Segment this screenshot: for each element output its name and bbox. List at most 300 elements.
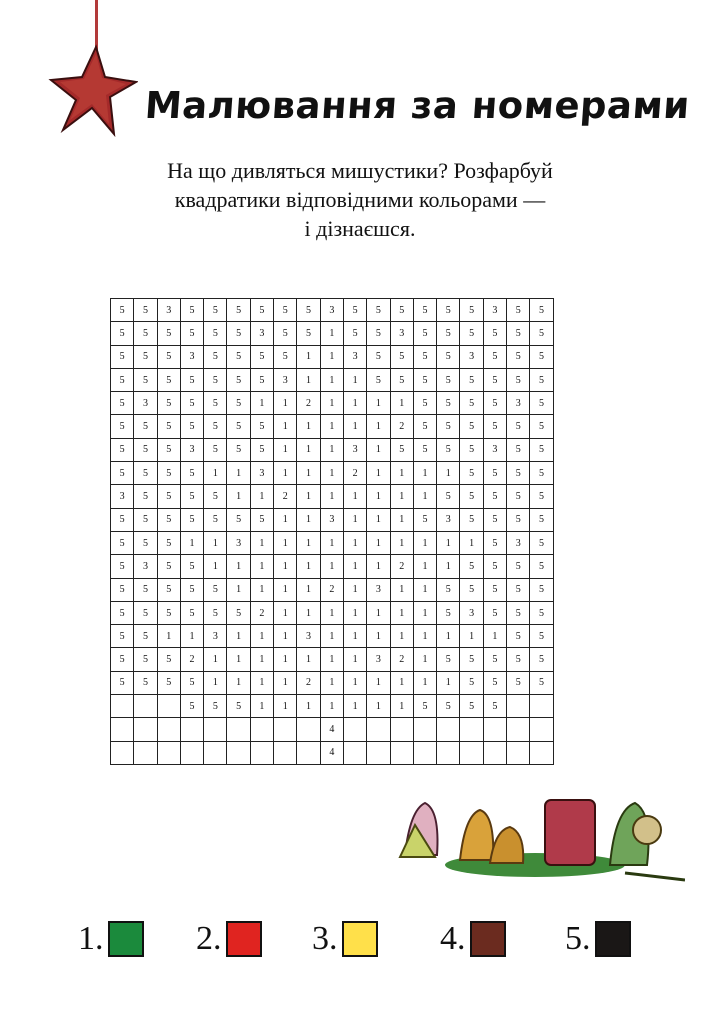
grid-cell: 5 bbox=[507, 508, 530, 531]
grid-cell: 5 bbox=[297, 299, 320, 322]
grid-cell: 5 bbox=[413, 345, 436, 368]
grid-cell: 5 bbox=[227, 392, 250, 415]
grid-cell: 1 bbox=[413, 648, 436, 671]
grid-cell: 4 bbox=[320, 741, 343, 764]
legend-item bbox=[565, 920, 631, 958]
grid-cell: 5 bbox=[460, 648, 483, 671]
grid-cell: 1 bbox=[227, 648, 250, 671]
grid-cell: 5 bbox=[483, 368, 506, 391]
grid-cell: 1 bbox=[390, 578, 413, 601]
grid-cell bbox=[297, 741, 320, 764]
grid-cell: 1 bbox=[367, 485, 390, 508]
grid-cell: 5 bbox=[507, 485, 530, 508]
grid-cell: 1 bbox=[413, 578, 436, 601]
grid-cell: 5 bbox=[460, 438, 483, 461]
grid-cell: 1 bbox=[390, 625, 413, 648]
grid-cell: 5 bbox=[204, 508, 227, 531]
grid-row bbox=[111, 625, 554, 648]
grid-cell: 5 bbox=[134, 671, 157, 694]
legend-item bbox=[196, 920, 262, 958]
grid-cell bbox=[134, 695, 157, 718]
grid-cell: 5 bbox=[134, 601, 157, 624]
grid-row bbox=[111, 415, 554, 438]
grid-cell: 1 bbox=[343, 555, 366, 578]
grid-cell: 1 bbox=[343, 578, 366, 601]
grid-cell: 5 bbox=[111, 392, 134, 415]
grid-cell: 5 bbox=[483, 531, 506, 554]
grid-row bbox=[111, 531, 554, 554]
grid-cell: 1 bbox=[343, 648, 366, 671]
grid-cell: 5 bbox=[157, 578, 180, 601]
grid-cell bbox=[204, 741, 227, 764]
grid-cell: 1 bbox=[320, 625, 343, 648]
grid-cell: 1 bbox=[274, 555, 297, 578]
grid-cell: 5 bbox=[157, 671, 180, 694]
grid-cell: 1 bbox=[367, 462, 390, 485]
grid-cell: 5 bbox=[460, 322, 483, 345]
grid-cell: 5 bbox=[437, 695, 460, 718]
grid-cell: 5 bbox=[250, 438, 273, 461]
grid-cell: 3 bbox=[111, 485, 134, 508]
grid-cell: 1 bbox=[320, 695, 343, 718]
grid-cell: 1 bbox=[297, 695, 320, 718]
grid-cell: 5 bbox=[274, 322, 297, 345]
grid-cell: 5 bbox=[157, 345, 180, 368]
grid-row bbox=[111, 322, 554, 345]
grid-cell: 5 bbox=[460, 671, 483, 694]
grid-cell bbox=[413, 718, 436, 741]
grid-cell: 5 bbox=[180, 508, 203, 531]
grid-cell: 1 bbox=[390, 695, 413, 718]
grid-cell: 1 bbox=[343, 508, 366, 531]
grid-cell: 5 bbox=[227, 322, 250, 345]
grid-cell: 1 bbox=[297, 368, 320, 391]
grid-cell: 5 bbox=[157, 601, 180, 624]
grid-cell: 5 bbox=[274, 345, 297, 368]
grid-cell: 1 bbox=[227, 485, 250, 508]
grid-cell: 3 bbox=[180, 345, 203, 368]
grid-row bbox=[111, 299, 554, 322]
grid-cell: 5 bbox=[204, 601, 227, 624]
grid-cell: 5 bbox=[530, 508, 553, 531]
grid-cell: 5 bbox=[483, 508, 506, 531]
grid-cell: 5 bbox=[437, 299, 460, 322]
grid-cell: 1 bbox=[297, 508, 320, 531]
grid-cell: 5 bbox=[111, 555, 134, 578]
grid-cell: 1 bbox=[367, 695, 390, 718]
grid-cell: 1 bbox=[390, 462, 413, 485]
grid-cell: 5 bbox=[483, 345, 506, 368]
grid-cell: 5 bbox=[507, 368, 530, 391]
grid-cell: 1 bbox=[367, 531, 390, 554]
grid-cell: 5 bbox=[390, 368, 413, 391]
grid-cell bbox=[157, 741, 180, 764]
grid-cell bbox=[157, 718, 180, 741]
grid-cell: 5 bbox=[180, 368, 203, 391]
grid-cell: 5 bbox=[437, 438, 460, 461]
grid-cell: 5 bbox=[530, 578, 553, 601]
grid-cell: 5 bbox=[483, 555, 506, 578]
grid-cell: 3 bbox=[483, 438, 506, 461]
grid-cell: 5 bbox=[227, 345, 250, 368]
grid-cell: 5 bbox=[227, 601, 250, 624]
grid-cell: 5 bbox=[111, 462, 134, 485]
grid-cell: 5 bbox=[413, 695, 436, 718]
grid-cell: 5 bbox=[483, 601, 506, 624]
grid-cell: 1 bbox=[437, 671, 460, 694]
paint-by-number-grid bbox=[110, 298, 554, 765]
grid-cell: 2 bbox=[390, 415, 413, 438]
grid-row bbox=[111, 462, 554, 485]
grid-cell: 1 bbox=[227, 555, 250, 578]
grid-cell: 1 bbox=[297, 578, 320, 601]
grid-cell: 1 bbox=[390, 508, 413, 531]
grid-cell: 1 bbox=[250, 392, 273, 415]
grid-cell: 5 bbox=[227, 299, 250, 322]
grid-cell: 5 bbox=[227, 368, 250, 391]
grid-cell: 5 bbox=[460, 299, 483, 322]
grid-cell: 1 bbox=[367, 415, 390, 438]
grid-cell: 1 bbox=[390, 485, 413, 508]
grid-cell: 5 bbox=[134, 322, 157, 345]
grid-cell: 5 bbox=[134, 438, 157, 461]
grid-row bbox=[111, 485, 554, 508]
grid-cell: 5 bbox=[507, 415, 530, 438]
grid-cell bbox=[157, 695, 180, 718]
grid-cell: 5 bbox=[204, 345, 227, 368]
grid-cell: 5 bbox=[507, 462, 530, 485]
grid-cell: 1 bbox=[343, 392, 366, 415]
grid-cell: 5 bbox=[180, 415, 203, 438]
grid-cell: 5 bbox=[134, 648, 157, 671]
grid-cell: 5 bbox=[413, 415, 436, 438]
grid-cell: 3 bbox=[274, 368, 297, 391]
grid-cell: 1 bbox=[274, 392, 297, 415]
legend-number: 4. bbox=[440, 920, 466, 957]
grid-cell bbox=[437, 718, 460, 741]
grid-cell bbox=[134, 741, 157, 764]
grid-cell: 5 bbox=[460, 508, 483, 531]
grid-cell bbox=[507, 718, 530, 741]
mice-illustration bbox=[385, 785, 685, 895]
grid-cell: 1 bbox=[320, 415, 343, 438]
grid-cell: 5 bbox=[134, 462, 157, 485]
grid-cell bbox=[134, 718, 157, 741]
grid-cell: 5 bbox=[530, 625, 553, 648]
grid-cell: 5 bbox=[227, 508, 250, 531]
grid-cell: 1 bbox=[367, 671, 390, 694]
grid-cell: 5 bbox=[180, 555, 203, 578]
grid-cell: 5 bbox=[507, 345, 530, 368]
grid-cell: 1 bbox=[274, 462, 297, 485]
grid-cell: 5 bbox=[157, 555, 180, 578]
grid-cell: 5 bbox=[180, 485, 203, 508]
grid-cell: 1 bbox=[390, 671, 413, 694]
grid-cell: 5 bbox=[437, 415, 460, 438]
grid-cell: 5 bbox=[413, 392, 436, 415]
grid-cell: 5 bbox=[460, 555, 483, 578]
grid-cell: 5 bbox=[111, 415, 134, 438]
grid-cell: 1 bbox=[227, 625, 250, 648]
legend-number: 5. bbox=[565, 920, 591, 957]
grid-cell: 1 bbox=[250, 555, 273, 578]
grid-cell: 5 bbox=[250, 299, 273, 322]
grid-cell: 2 bbox=[320, 578, 343, 601]
grid-cell: 1 bbox=[297, 601, 320, 624]
grid-cell bbox=[180, 741, 203, 764]
legend-number: 3. bbox=[312, 920, 338, 957]
grid-cell: 5 bbox=[157, 531, 180, 554]
grid-cell: 5 bbox=[111, 368, 134, 391]
grid-cell bbox=[483, 741, 506, 764]
grid-cell: 3 bbox=[227, 531, 250, 554]
grid-cell: 1 bbox=[320, 531, 343, 554]
grid-cell: 5 bbox=[507, 601, 530, 624]
legend-item bbox=[312, 920, 378, 958]
grid-cell bbox=[180, 718, 203, 741]
color-legend bbox=[0, 920, 716, 965]
grid-cell: 5 bbox=[530, 438, 553, 461]
grid-cell: 5 bbox=[530, 392, 553, 415]
grid-cell: 5 bbox=[507, 322, 530, 345]
grid-cell: 1 bbox=[437, 625, 460, 648]
grid-cell bbox=[483, 718, 506, 741]
grid-cell: 1 bbox=[274, 578, 297, 601]
grid-cell: 1 bbox=[390, 531, 413, 554]
grid-cell: 5 bbox=[483, 648, 506, 671]
color-swatch-yellow bbox=[342, 921, 378, 957]
instructions bbox=[110, 156, 610, 243]
grid-cell: 5 bbox=[227, 415, 250, 438]
grid-cell: 1 bbox=[413, 555, 436, 578]
grid-cell: 5 bbox=[437, 601, 460, 624]
grid-cell bbox=[343, 741, 366, 764]
grid-cell: 5 bbox=[483, 322, 506, 345]
legend-number: 1. bbox=[78, 920, 104, 957]
grid-cell bbox=[507, 695, 530, 718]
grid-cell: 5 bbox=[157, 485, 180, 508]
grid-cell: 1 bbox=[367, 392, 390, 415]
grid-cell: 1 bbox=[204, 555, 227, 578]
grid-cell: 2 bbox=[297, 671, 320, 694]
grid-cell: 5 bbox=[413, 508, 436, 531]
grid-cell: 5 bbox=[343, 322, 366, 345]
grid-cell: 1 bbox=[437, 462, 460, 485]
grid-cell: 1 bbox=[274, 695, 297, 718]
grid-cell: 5 bbox=[367, 322, 390, 345]
grid-cell: 1 bbox=[297, 531, 320, 554]
grid-cell: 1 bbox=[250, 578, 273, 601]
grid-cell: 5 bbox=[413, 438, 436, 461]
grid-cell: 5 bbox=[134, 368, 157, 391]
grid-cell: 5 bbox=[180, 601, 203, 624]
grid-cell: 1 bbox=[204, 671, 227, 694]
grid-cell: 1 bbox=[343, 531, 366, 554]
grid-cell: 1 bbox=[250, 648, 273, 671]
grid-cell: 1 bbox=[390, 392, 413, 415]
grid-cell: 3 bbox=[250, 462, 273, 485]
grid-row bbox=[111, 648, 554, 671]
grid-cell: 5 bbox=[460, 368, 483, 391]
grid-cell bbox=[390, 741, 413, 764]
grid-cell bbox=[274, 718, 297, 741]
grid-cell: 5 bbox=[507, 555, 530, 578]
grid-cell: 1 bbox=[157, 625, 180, 648]
grid-cell: 1 bbox=[204, 462, 227, 485]
grid-cell: 3 bbox=[343, 345, 366, 368]
grid-cell: 5 bbox=[134, 531, 157, 554]
grid-cell: 5 bbox=[437, 648, 460, 671]
grid-cell: 1 bbox=[180, 625, 203, 648]
grid-cell: 1 bbox=[274, 531, 297, 554]
grid-cell: 5 bbox=[530, 415, 553, 438]
grid-cell: 5 bbox=[507, 299, 530, 322]
grid-cell bbox=[343, 718, 366, 741]
grid-cell: 1 bbox=[413, 462, 436, 485]
grid-cell: 1 bbox=[297, 462, 320, 485]
grid-cell: 5 bbox=[460, 462, 483, 485]
grid-cell: 5 bbox=[530, 345, 553, 368]
grid-cell bbox=[460, 718, 483, 741]
grid-cell: 5 bbox=[507, 671, 530, 694]
grid-cell: 1 bbox=[390, 601, 413, 624]
grid-cell: 1 bbox=[367, 555, 390, 578]
grid-cell: 5 bbox=[367, 345, 390, 368]
grid-cell: 5 bbox=[530, 531, 553, 554]
grid-cell: 3 bbox=[320, 299, 343, 322]
grid-cell: 1 bbox=[274, 648, 297, 671]
grid-cell: 1 bbox=[320, 322, 343, 345]
grid-cell: 5 bbox=[157, 368, 180, 391]
grid-cell: 1 bbox=[320, 345, 343, 368]
grid-cell: 1 bbox=[297, 485, 320, 508]
grid-cell bbox=[274, 741, 297, 764]
grid-cell: 5 bbox=[483, 392, 506, 415]
grid-cell: 5 bbox=[250, 368, 273, 391]
grid-cell: 5 bbox=[157, 438, 180, 461]
grid-cell: 1 bbox=[274, 508, 297, 531]
grid-cell bbox=[250, 741, 273, 764]
grid-cell bbox=[530, 718, 553, 741]
grid-cell: 5 bbox=[111, 578, 134, 601]
grid-cell: 5 bbox=[297, 322, 320, 345]
grid-cell: 1 bbox=[250, 625, 273, 648]
color-swatch-black bbox=[595, 921, 631, 957]
grid-cell bbox=[530, 695, 553, 718]
grid-cell: 1 bbox=[483, 625, 506, 648]
grid-cell: 1 bbox=[274, 601, 297, 624]
grid-cell: 1 bbox=[250, 485, 273, 508]
grid-cell: 5 bbox=[204, 485, 227, 508]
grid-cell: 1 bbox=[274, 415, 297, 438]
grid-cell: 1 bbox=[320, 601, 343, 624]
grid-cell: 2 bbox=[250, 601, 273, 624]
grid-cell: 3 bbox=[134, 555, 157, 578]
grid-cell: 5 bbox=[437, 368, 460, 391]
grid-cell: 3 bbox=[390, 322, 413, 345]
grid-cell: 5 bbox=[227, 695, 250, 718]
grid-cell: 5 bbox=[530, 322, 553, 345]
grid-cell: 4 bbox=[320, 718, 343, 741]
grid-cell: 3 bbox=[507, 392, 530, 415]
grid-cell: 5 bbox=[507, 438, 530, 461]
grid-cell bbox=[367, 741, 390, 764]
grid-cell: 1 bbox=[320, 648, 343, 671]
grid-cell: 3 bbox=[180, 438, 203, 461]
grid-cell: 5 bbox=[204, 322, 227, 345]
legend-number: 2. bbox=[196, 920, 222, 957]
grid-cell: 5 bbox=[134, 415, 157, 438]
grid-cell bbox=[204, 718, 227, 741]
grid-cell: 1 bbox=[297, 345, 320, 368]
grid-row bbox=[111, 718, 554, 741]
grid-cell: 5 bbox=[157, 322, 180, 345]
grid-cell: 3 bbox=[134, 392, 157, 415]
grid-cell: 5 bbox=[483, 415, 506, 438]
color-swatch-brown bbox=[470, 921, 506, 957]
grid-cell: 1 bbox=[274, 625, 297, 648]
grid-cell: 5 bbox=[204, 438, 227, 461]
grid-cell: 1 bbox=[413, 531, 436, 554]
grid-cell: 1 bbox=[297, 555, 320, 578]
grid-cell: 1 bbox=[320, 462, 343, 485]
grid-cell: 5 bbox=[413, 299, 436, 322]
grid-cell: 5 bbox=[250, 415, 273, 438]
grid-cell: 5 bbox=[460, 392, 483, 415]
grid-cell: 1 bbox=[180, 531, 203, 554]
grid-cell: 3 bbox=[157, 299, 180, 322]
grid-cell: 3 bbox=[250, 322, 273, 345]
grid-cell: 1 bbox=[367, 601, 390, 624]
page-title: Малювання за номерами bbox=[143, 84, 692, 127]
grid-cell: 1 bbox=[367, 508, 390, 531]
grid-cell: 1 bbox=[413, 671, 436, 694]
instructions-line: і дізнаєшся. bbox=[304, 216, 416, 241]
grid-cell: 1 bbox=[227, 462, 250, 485]
grid-cell: 1 bbox=[320, 438, 343, 461]
grid-cell: 3 bbox=[437, 508, 460, 531]
grid-cell: 5 bbox=[204, 695, 227, 718]
grid-cell: 5 bbox=[390, 438, 413, 461]
grid-cell: 5 bbox=[134, 345, 157, 368]
grid-cell: 1 bbox=[320, 392, 343, 415]
grid-cell: 5 bbox=[204, 368, 227, 391]
grid-cell: 5 bbox=[437, 345, 460, 368]
grid-cell: 5 bbox=[530, 485, 553, 508]
grid-cell bbox=[297, 718, 320, 741]
grid-cell: 2 bbox=[390, 555, 413, 578]
grid-cell: 1 bbox=[343, 671, 366, 694]
grid-cell: 5 bbox=[204, 578, 227, 601]
grid-cell: 1 bbox=[460, 531, 483, 554]
grid-cell: 1 bbox=[460, 625, 483, 648]
grid-cell: 5 bbox=[460, 695, 483, 718]
grid-cell: 5 bbox=[483, 695, 506, 718]
grid-cell: 5 bbox=[157, 508, 180, 531]
grid-cell: 5 bbox=[483, 671, 506, 694]
grid-cell: 3 bbox=[343, 438, 366, 461]
grid-cell: 5 bbox=[483, 485, 506, 508]
grid-cell: 5 bbox=[204, 392, 227, 415]
grid-cell bbox=[111, 718, 134, 741]
grid-cell: 5 bbox=[111, 531, 134, 554]
grid-cell: 5 bbox=[507, 648, 530, 671]
grid-cell: 5 bbox=[180, 695, 203, 718]
grid-cell: 5 bbox=[530, 601, 553, 624]
grid-cell: 5 bbox=[437, 392, 460, 415]
grid-cell: 1 bbox=[343, 625, 366, 648]
grid-row bbox=[111, 508, 554, 531]
